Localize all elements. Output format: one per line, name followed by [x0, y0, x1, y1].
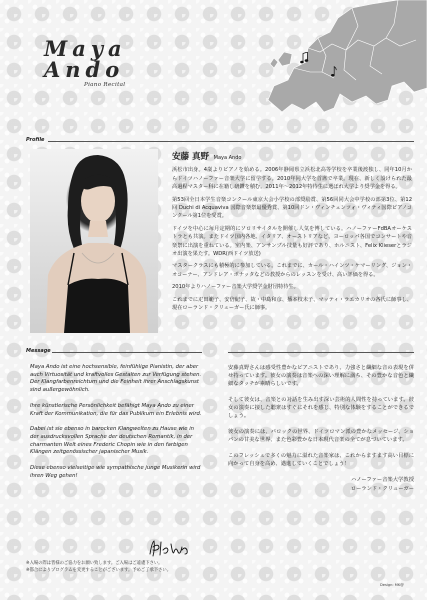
message-japanese-paragraph: そして彼女は、音楽との対話を生み出す深い芸術的人間性を持っています。彼女の演奏に接した聴衆はすぐにそれを感じ、特別な体験をすることができるでしょう。: [228, 397, 414, 419]
europe-map-graphic: [248, 0, 427, 118]
message-german-paragraph: Maya Ando ist eine hochsensible, feinfühlige Pianistin, der aber auch Virtuosität und kraftvolles Gestalten zur Verfügung stehen. Der Klangfarbenreichtum und die Feinheit ihrer Anschlagskunst sind außergewöhnlich.: [30, 364, 202, 394]
signer-title: ハノーファー音楽大学教授: [350, 477, 414, 483]
message-german-paragraph: Ihre künstlerische Persönlichkeit befähigt Maya Ando zu einer Kraft der Kommunikation, die für das Publikum ein Erlebnis wird.: [30, 402, 202, 417]
design-credit: Design: MK@: [380, 583, 404, 587]
message-german-paragraph: Diese ebenso vielseitige wie sympathische junge Musikerin wird ihren Weg gehen!: [30, 465, 201, 479]
message-japanese-paragraph: 安藤真野さんは感受性豊かなピアニストであり、力強さと繊細な音の表現を併せ持っています。彼女の演奏は音楽への深い理解に満ち、その豊かな音色と繊細なタッチが素晴らしいです。: [228, 365, 414, 387]
profile-divider: [48, 141, 414, 142]
message-section-label: Message: [26, 348, 51, 354]
message-divider-right: [228, 352, 414, 353]
message-japanese: [228, 364, 414, 493]
footnotes: [26, 560, 326, 574]
profile-paragraph: これまでに疋田範子、安倍紀子、故・中島和彦、播本枝未子、マッティ・ラエカリオの各氏に師事し、現在ローランド・クリューガー氏に師事。: [172, 296, 412, 312]
message-german: [30, 364, 202, 488]
profile-name-row: [172, 153, 412, 162]
music-note-icon: [330, 66, 337, 77]
message-japanese-paragraph: 彼女の演奏には、バロックの世界、ドイツロマン派の豊かなメッセージ、ショパンの甘美な世界、また色彩豊かな日本現代音楽の全てが息づいています。: [228, 429, 414, 443]
message-divider-left: [52, 352, 202, 353]
footnote-line: ※都合によりプログラムを変更することがございます。予めご了承下さい。: [26, 568, 172, 573]
profile-section-label: Profile: [26, 137, 45, 143]
pianist-silhouette: [30, 149, 158, 333]
profile-paragraph: 2010年よりハノーファー音楽大学奨学金財団特待生。: [172, 284, 299, 291]
footnote-line: ※入場の際は皆様のご協力をお願い致します。ご入場はご遠慮下さい。: [26, 561, 163, 566]
profile-paragraph: ドイツを中心に毎月定期的にソロリサイタルを開催し人気を博している。ハノーファーFdBAオーケストラとも共演。またドイツ国内各地、イタリア、オーストリアなど、ヨーロッパ各国でコンサートや音楽祭に出演を重ねている。室内楽、アンサンブル技量も好評であり、ホルニスト、Felix Klieserとラジオ出演を果たす。WDR(西ドイツ放送): [172, 225, 412, 258]
message-german-paragraph: Dabei ist sie ebenso in barocken Klangwelten zu Hause wie in der ausdrucksvollen Sprache der deutschen Romantik, in der charmanten Welt eines Frederic Chopin wie in den farbigen Klängen zeitgenössischer japanischer Musik.: [30, 426, 195, 456]
signer-name: ローランド・クリューガー: [350, 485, 414, 492]
title-block: [44, 38, 204, 88]
message-japanese-paragraph: このフレッシュで多くの魅力に溢れた音楽家は、これからますます高い目標に向かって自身を高め、邁進していくことでしょう！: [228, 453, 414, 467]
pianist-name-english: Maya Ando: [213, 155, 242, 161]
handwritten-signature: [147, 538, 193, 560]
profile-paragraph: 第53回全日本学生音楽コンクール東京大会小学校の部奨励賞、第56回同大会中学校の部第3位、第12回 Duchi di Acquaviva 国際音楽祭最優秀賞、第10回ドン・ヴィンチェンツォ・ヴィティ国際ピアノコンクール第1位を受賞。: [172, 196, 412, 220]
profile-paragraph: 浜松市出身。4歳よりピアノを始める。2006年静岡県立浜松北高等学校を卒業後渡独し、同年10月からドイツハノーファー音楽大学に留学する。2010年同大学を首席で卒業。現在、新しく設けられた最高過程マスター科に在籍し研鑽を積む。2011年〜2012年特待生に選ばれ大学より奨学金を得る。: [172, 167, 412, 191]
pianist-name-japanese: 安藤 真野: [172, 152, 209, 162]
profile-text: [172, 153, 412, 317]
flyer-subtitle: Piano Recital: [84, 82, 126, 88]
message-signer: [228, 476, 414, 493]
profile-paragraph: マスタークラスにも積極的に参加している。これまでに、カール・ハインツ・ケマーリング、ジョン・オコーナー、アンドレア・ボナッタなどの教授からのレッスンを受け、高い評価を得る。: [172, 263, 412, 278]
flyer-title: Maya Ando: [44, 36, 127, 82]
pianist-photo: [30, 149, 158, 333]
music-note-icon: [300, 52, 309, 64]
